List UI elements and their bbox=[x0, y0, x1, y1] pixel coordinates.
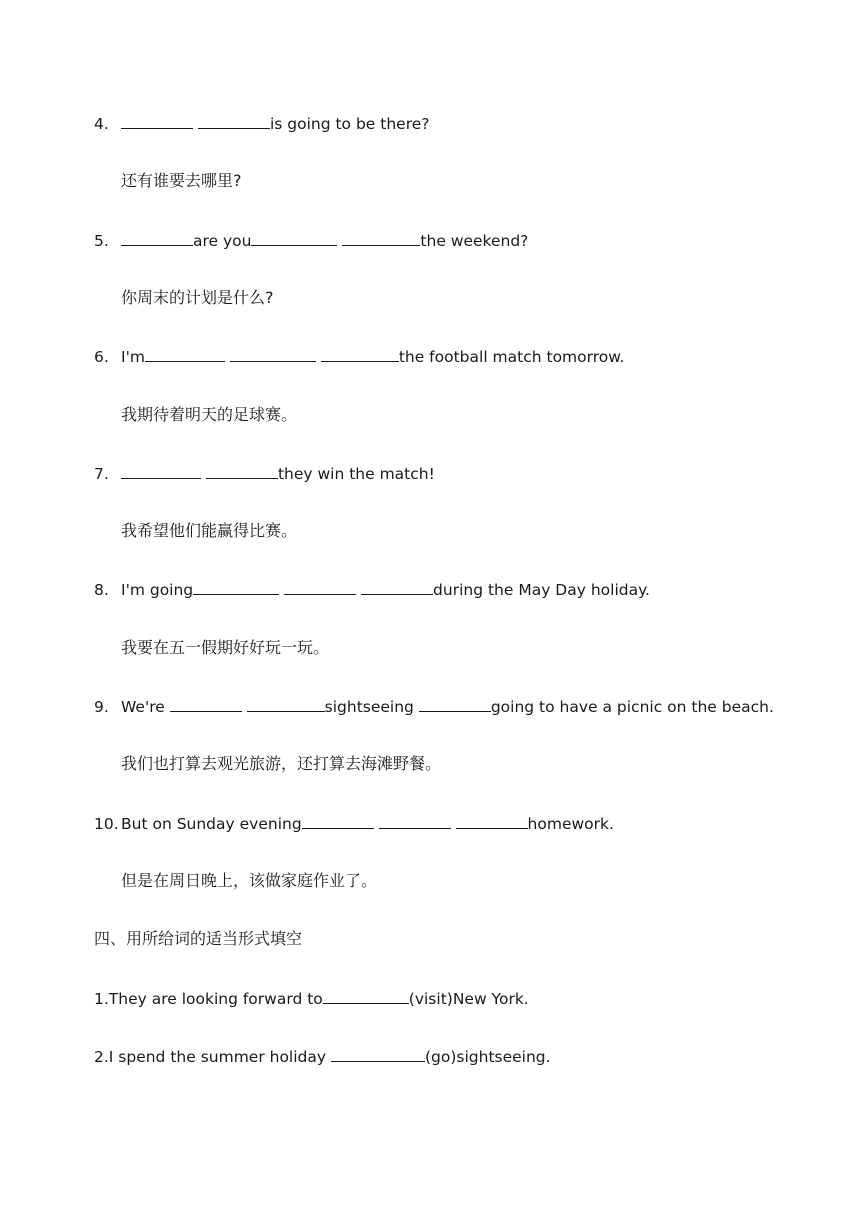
answer-blank[interactable] bbox=[170, 696, 242, 712]
chinese-translation: 我希望他们能赢得比赛。 bbox=[121, 521, 298, 541]
fill-question-1 bbox=[94, 988, 529, 1009]
question-number: 8. bbox=[94, 581, 109, 600]
question-text: I'm going bbox=[121, 581, 194, 600]
question-text: sightseeing bbox=[324, 698, 419, 716]
question-7 bbox=[94, 463, 435, 484]
question-text: (visit)New York. bbox=[408, 989, 529, 1008]
question-number: 4. bbox=[94, 115, 109, 133]
chinese-translation: 我期待着明天的足球赛。 bbox=[121, 404, 298, 424]
answer-blank[interactable] bbox=[284, 579, 356, 595]
question-number: 5. bbox=[94, 231, 109, 250]
answer-blank[interactable] bbox=[121, 230, 193, 246]
question-text: is going to be there? bbox=[269, 115, 430, 133]
answer-blank[interactable] bbox=[198, 113, 270, 129]
answer-blank[interactable] bbox=[342, 230, 420, 246]
answer-blank[interactable] bbox=[361, 579, 433, 595]
question-text: the weekend? bbox=[420, 231, 529, 250]
answer-blank[interactable] bbox=[230, 346, 316, 362]
question-text: homework. bbox=[527, 814, 614, 833]
question-number: 10. bbox=[94, 814, 119, 833]
question-text: But on Sunday evening bbox=[121, 814, 302, 833]
answer-blank[interactable] bbox=[331, 1046, 425, 1062]
answer-blank[interactable] bbox=[145, 346, 225, 362]
answer-blank[interactable] bbox=[251, 230, 337, 246]
question-number: 6. bbox=[94, 348, 109, 367]
chinese-translation: 我要在五一假期好好玩一玩。 bbox=[121, 637, 330, 657]
answer-blank[interactable] bbox=[121, 463, 201, 479]
question-text: I'm bbox=[121, 348, 145, 367]
answer-blank[interactable] bbox=[206, 463, 278, 479]
answer-blank[interactable] bbox=[456, 813, 528, 829]
question-number: 9. bbox=[94, 698, 109, 716]
question-text: the football match tomorrow. bbox=[398, 348, 625, 367]
question-text: 1.They are looking forward to bbox=[94, 989, 323, 1008]
answer-blank[interactable] bbox=[419, 696, 491, 712]
question-text: (go)sightseeing. bbox=[424, 1047, 551, 1066]
question-text: during the May Day holiday. bbox=[433, 581, 650, 600]
answer-blank[interactable] bbox=[379, 813, 451, 829]
question-5 bbox=[94, 230, 528, 251]
question-10 bbox=[94, 813, 614, 834]
answer-blank[interactable] bbox=[193, 579, 279, 595]
question-text: are you bbox=[193, 231, 252, 250]
question-text: 2.I spend the summer holiday bbox=[94, 1047, 331, 1066]
answer-blank[interactable] bbox=[323, 988, 409, 1004]
question-8 bbox=[94, 579, 650, 600]
question-9 bbox=[94, 696, 774, 717]
answer-blank[interactable] bbox=[321, 346, 399, 362]
chinese-translation: 你周末的计划是什么? bbox=[121, 287, 274, 307]
question-6 bbox=[94, 346, 624, 367]
section-title: 四、用所给词的适当形式填空 bbox=[94, 929, 303, 949]
question-text: they win the match! bbox=[277, 464, 435, 483]
chinese-translation: 我们也打算去观光旅游，还打算去海滩野餐。 bbox=[121, 754, 442, 774]
answer-blank[interactable] bbox=[247, 696, 325, 712]
question-text: going to have a picnic on the beach. bbox=[490, 698, 774, 716]
fill-question-2 bbox=[94, 1046, 551, 1067]
question-number: 7. bbox=[94, 464, 109, 483]
question-text: We're bbox=[121, 698, 170, 716]
chinese-translation: 还有谁要去哪里? bbox=[121, 171, 242, 191]
answer-blank[interactable] bbox=[121, 113, 193, 129]
chinese-translation: 但是在周日晚上，该做家庭作业了。 bbox=[121, 870, 378, 890]
answer-blank[interactable] bbox=[302, 813, 374, 829]
question-4 bbox=[94, 113, 430, 134]
